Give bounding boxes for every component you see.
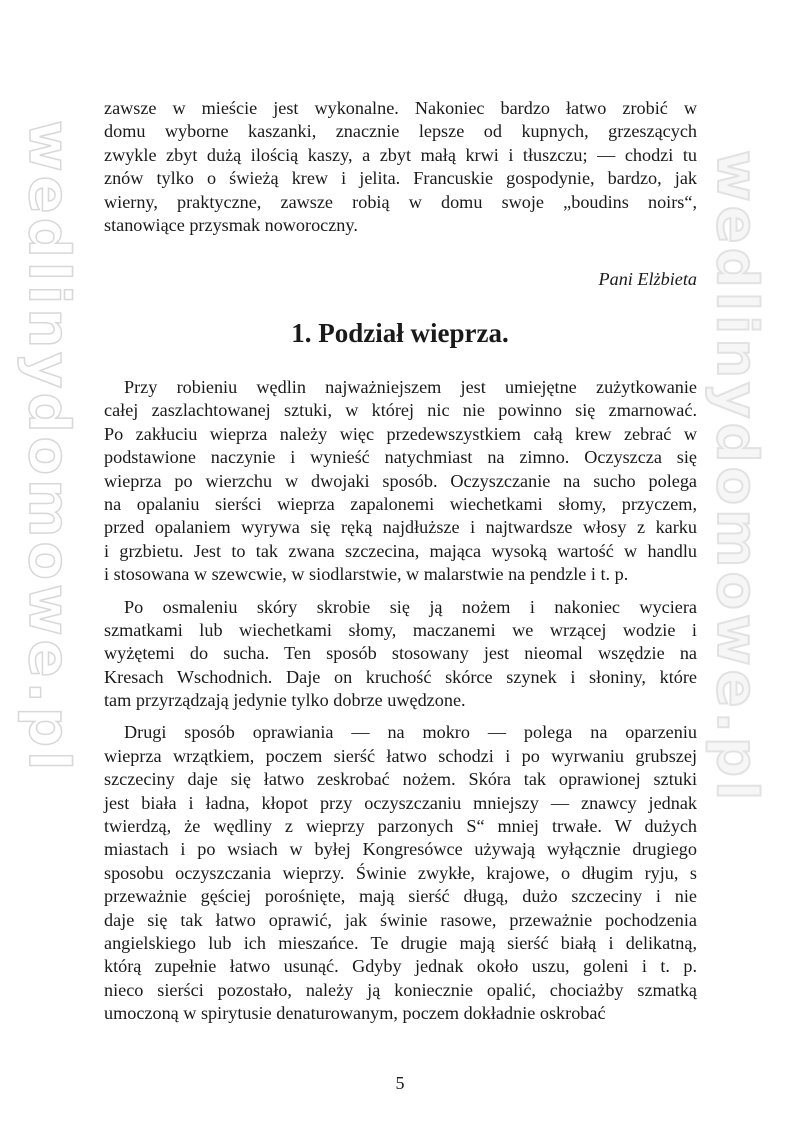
page-number: 5 bbox=[395, 1073, 405, 1093]
section-body bbox=[104, 376, 697, 1026]
text-line: Po osmaleniu skóry skrobie się ją nożem i nakoniec wyciera bbox=[124, 596, 697, 617]
text-line: którą zupełnie łatwo usunąć. Gdyby jednak około uszu, goleni i t. p. bbox=[104, 956, 697, 977]
text-line: szmatkami lub wiechetkami słomy, maczanemi we wrzącej wodzie i bbox=[104, 619, 697, 640]
section-heading: 1. Podział wieprza. bbox=[291, 318, 509, 348]
text-line: domu wyborne kaszanki, znacznie lepsze od kupnych, grzeszących bbox=[104, 121, 697, 142]
text-line: podstawione naczynie i wynieść natychmiast na zimno. Oczyszcza się bbox=[104, 447, 697, 468]
text-line: daje się tak łatwo oprawić, jak świnie rasowe, przeważnie pochodzenia bbox=[104, 909, 697, 930]
text-line: wieprza po wierzchu w dwojaki sposób. Oczyszczanie na sucho polega bbox=[104, 470, 697, 491]
text-line: sposobu oczyszczania wieprzy. Świnie zwykłe, krajowe, o długim ryju, s bbox=[104, 862, 697, 883]
text-line: zawsze w mieście jest wykonalne. Nakoniec bardzo łatwo zrobić w bbox=[104, 98, 697, 118]
text-line: przed opalaniem wyrywa się ręką najdłuższe i najtwardsze włosy z karku bbox=[104, 517, 697, 538]
text-line: wyżętemi do sucha. Ten sposób stosowany jest nieomal wszędzie na bbox=[104, 643, 697, 664]
text-line: miastach i po wsiach w byłej Kongresówce używają wyłącznie drugiego bbox=[104, 839, 697, 860]
text-line: stanowiące przysmak noworoczny. bbox=[104, 214, 358, 235]
text-line: tam przyrządzają jedynie tylko dobrze uwędzone. bbox=[104, 690, 466, 711]
text-line: zwykle zbyt dużą ilością kaszy, a zbyt małą krwi i tłuszczu; — chodzi tu bbox=[104, 144, 697, 165]
text-line: wieprza wrzątkiem, poczem sierść łatwo schodzi i po wyrwaniu grubszej bbox=[104, 745, 697, 766]
signature: Pani Elżbieta bbox=[598, 269, 697, 289]
text-line: szczeciny daje się łatwo zeskrobać nożem. Skóra tak oprawionej sztuki bbox=[104, 769, 697, 790]
text-line: przeważnie gęściej porośnięte, mają sierść długą, dużo szczeciny i nie bbox=[104, 886, 697, 907]
paragraph bbox=[104, 376, 697, 587]
text-line: angielskiego lub ich mieszańce. Te drugie mają sierść białą i delikatną, bbox=[104, 932, 697, 953]
text-line: jest biała i ładna, kłopot przy oczyszczaniu mniejszy — znawcy jednak bbox=[104, 792, 697, 813]
text-line: Przy robieniu wędlin najważniejszem jest umiejętne zużytkowanie bbox=[124, 377, 697, 397]
text-line: nieco sierści pozostało, należy ją koniecznie opalić, chociażby szmatką bbox=[104, 979, 697, 1000]
text-line: znów tylko o świeżą krew i jelita. Francuskie gospodynie, bardzo, jak bbox=[104, 168, 697, 189]
text-line: Kresach Wschodnich. Daje on kruchość skórce szynek i słoniny, które bbox=[104, 666, 697, 687]
text-line: całej zaszlachtowanej sztuki, w której nic nie powinno się zmarnować. bbox=[104, 400, 697, 421]
text-line: umoczoną w spirytusie denaturowanym, poczem dokładnie oskrobać bbox=[104, 1003, 606, 1024]
text-line: i stosowana w szewcwie, w siodlarstwie, w malarstwie na pendzle i t. p. bbox=[104, 564, 629, 585]
paragraph bbox=[104, 596, 697, 713]
text-line: wierny, praktyczne, zawsze robią w domu swoje „boudins noirs“, bbox=[104, 191, 697, 212]
paragraph bbox=[104, 721, 697, 1025]
intro-paragraph bbox=[104, 97, 697, 237]
text-line: twierdzą, że wędliny z wieprzy parzonych S“ mniej trwałe. W dużych bbox=[104, 816, 697, 837]
text-line: na opalaniu sierści wieprza zapalonemi wiechetkami słomy, przyczem, bbox=[104, 493, 697, 514]
text-line: i grzbietu. Jest to tak zwana szczecina, mająca wysoką wartość w handlu bbox=[104, 540, 697, 561]
watermark-diagonal: wedlinydomowe.pl bbox=[16, 120, 81, 775]
text-line: Po zakłuciu wieprza należy więc przedewszystkiem całą krew zebrać w bbox=[104, 423, 697, 444]
watermark-bottom: wedlinydomowe.pl bbox=[704, 150, 769, 805]
text-line: Drugi sposób oprawiania — na mokro — polega na oparzeniu bbox=[124, 722, 697, 743]
